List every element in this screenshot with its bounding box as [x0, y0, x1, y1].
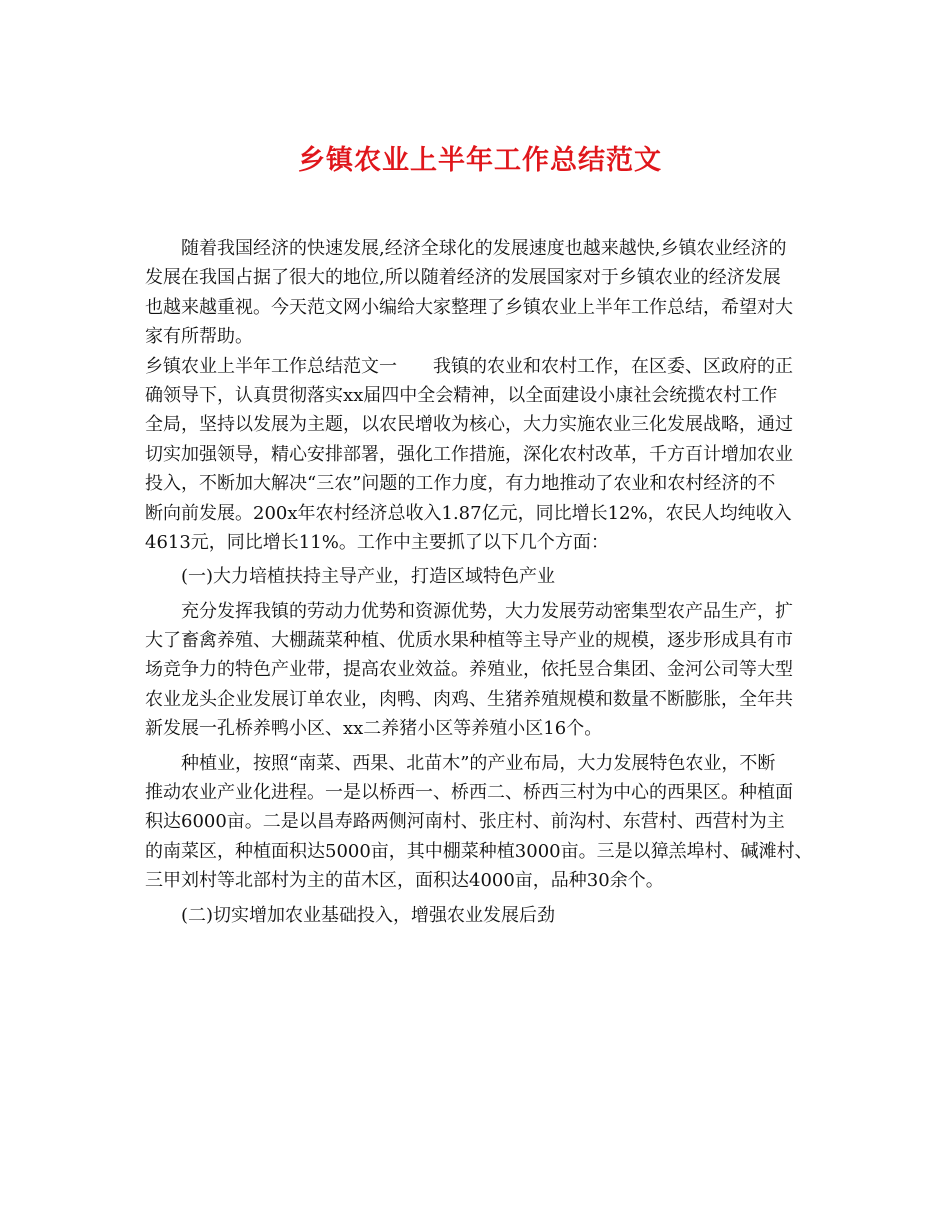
paragraph-line: 三甲刘村等北部村为主的苗木区，面积达4000亩，品种30余个。: [145, 870, 664, 892]
document-title: 乡镇农业上半年工作总结范文: [298, 145, 662, 176]
paragraph-line: 断向前发展。200x年农村经济总收入1.87亿元，同比增长12%，农民人均纯收入: [145, 502, 792, 524]
paragraph-line: 切实加强领导，精心安排部署，强化工作措施，深化农村改革，千方百计增加农业: [145, 443, 793, 465]
section-heading: (一)大力培植扶持主导产业，打造区域特色产业: [181, 566, 556, 588]
paragraph-line: 积达6000亩。二是以昌寿路两侧河南村、张庄村、前沟村、东营村、西营村为主: [145, 811, 785, 833]
paragraph-line: 推动农业产业化进程。一是以桥西一、桥西二、桥西三村为中心的西果区。种植面: [145, 782, 793, 804]
paragraph-line: 家有所帮助。: [145, 326, 253, 348]
paragraph-line: 投入，不断加大解决“三农”问题的工作力度，有力地推动了农业和农村经济的不: [145, 473, 776, 495]
paragraph-line: 大了畜禽养殖、大棚蔬菜种植、优质水果种植等主导产业的规模，逐步形成具有市: [145, 630, 793, 652]
paragraph-line: 新发展一孔桥养鸭小区、xx二养猪小区等养殖小区16个。: [145, 718, 603, 740]
paragraph-line: 4613元，同比增长11%。工作中主要抓了以下几个方面：: [145, 531, 609, 553]
paragraph-line: 场竞争力的特色产业带，提高农业效益。养殖业，依托昱合集团、金河公司等大型: [145, 659, 793, 681]
paragraph-line: 的南菜区，种植面积达5000亩，其中棚菜种植3000亩。三是以獐羔埠村、碱滩村、: [145, 840, 813, 862]
document-body: [145, 234, 815, 930]
paragraph-line: 充分发挥我镇的劳动力优势和资源优势，大力发展劳动密集型农产品生产，扩: [181, 600, 793, 622]
document-page: [145, 142, 815, 930]
paragraph-line: 农业龙头企业发展订单农业，肉鸭、肉鸡、生猪养殖规模和数量不断膨胀，全年共: [145, 688, 793, 710]
paragraph-line: 种植业，按照“南菜、西果、北苗木”的产业布局，大力发展特色农业，不断: [181, 752, 776, 774]
paragraph-line: 全局，坚持以发展为主题，以农民增收为核心，大力实施农业三化发展战略，通过: [145, 414, 793, 436]
paragraph-line: 乡镇农业上半年工作总结范文一 我镇的农业和农村工作，在区委、区政府的正: [145, 355, 793, 377]
paragraph-line: 也越来越重视。今天范文网小编给大家整理了乡镇农业上半年工作总结，希望对大: [145, 296, 793, 318]
paragraph-line: 确领导下，认真贯彻落实xx届四中全会精神，以全面建设小康社会统揽农村工作: [145, 384, 778, 406]
paragraph-line: 随着我国经济的快速发展,经济全球化的发展速度也越来越快,乡镇农业经济的: [181, 238, 787, 259]
section-heading: (二)切实增加农业基础投入，增强农业发展后劲: [181, 904, 556, 926]
paragraph-line: 发展在我国占据了很大的地位,所以随着经济的发展国家对于乡镇农业的经济发展: [145, 267, 781, 289]
